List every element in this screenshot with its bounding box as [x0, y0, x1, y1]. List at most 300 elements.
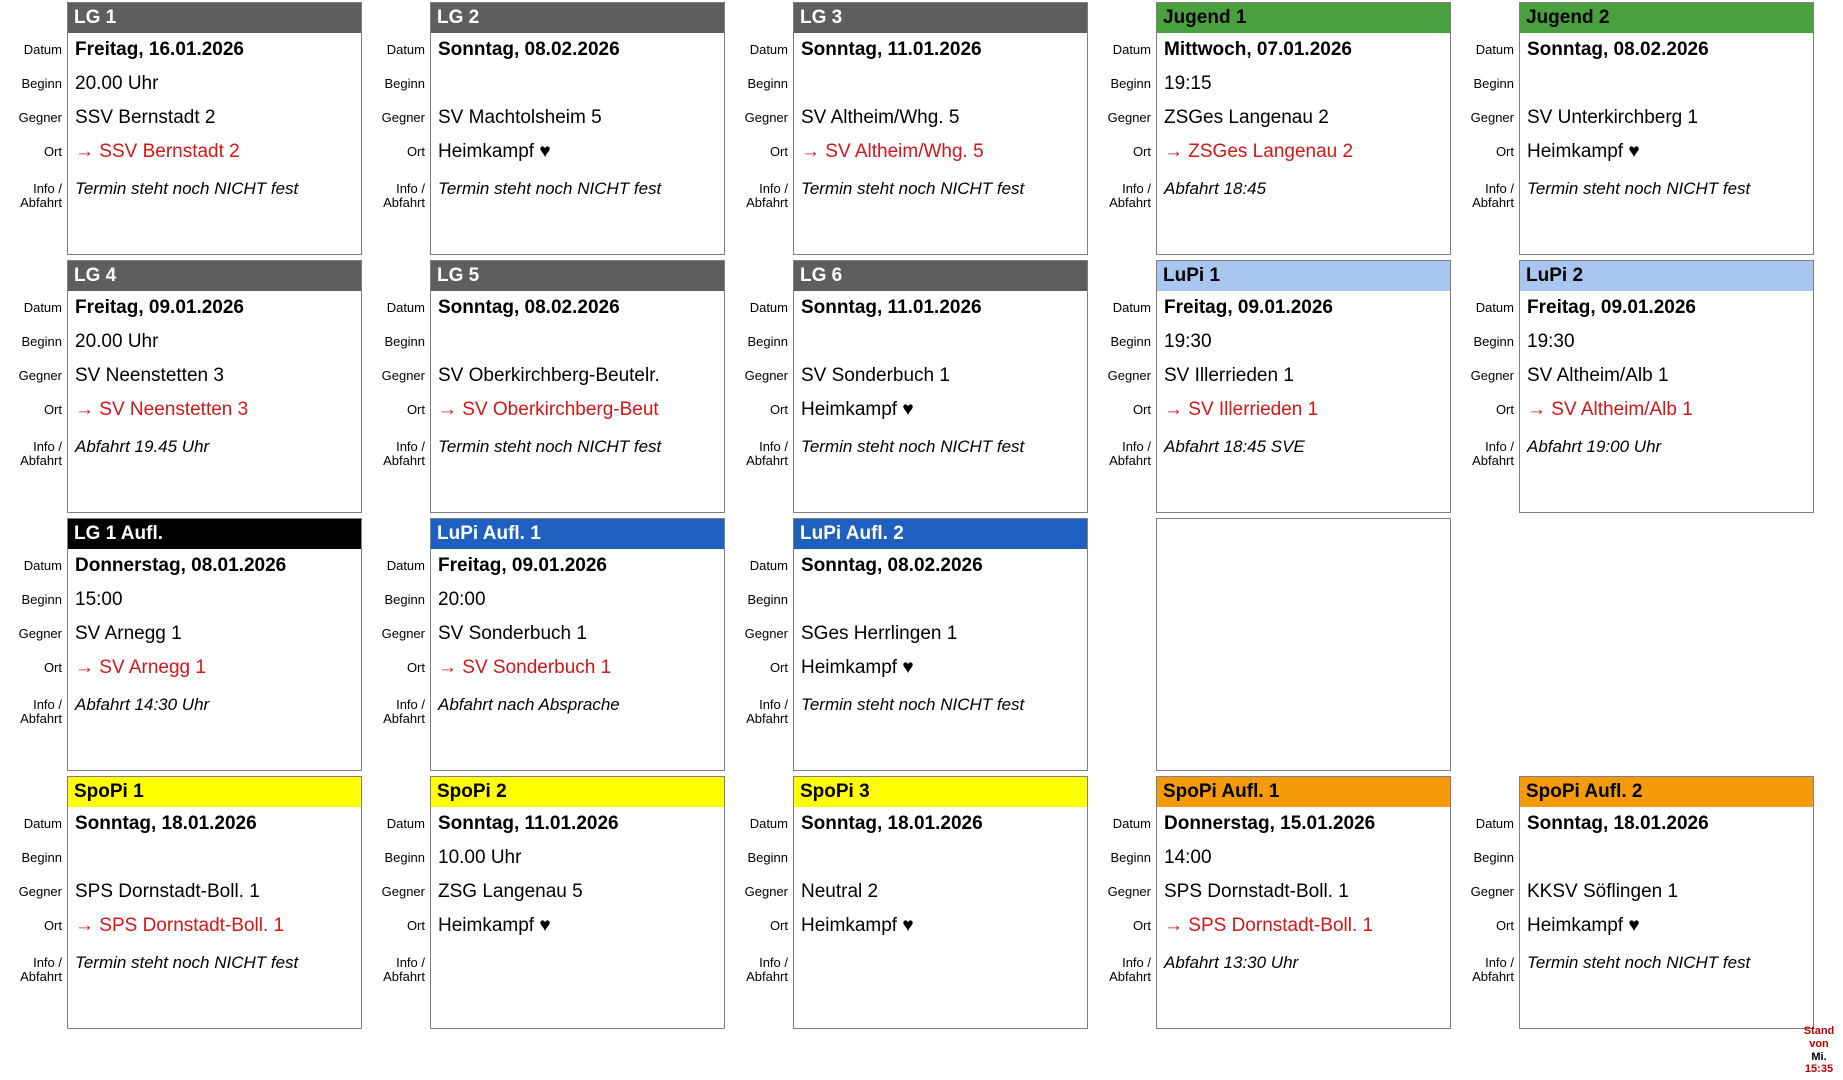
- match-card-cell: [1452, 0, 1815, 258]
- field-label-column: [1090, 260, 1156, 513]
- label-ort: Ort: [1132, 918, 1151, 933]
- value-datum: Mittwoch, 07.01.2026: [1164, 39, 1352, 60]
- field-label-column: [727, 518, 793, 771]
- label-beginn: Beginn: [21, 592, 62, 607]
- team-title: LuPi Aufl. 2: [794, 519, 1087, 549]
- label-info-line2: Abfahrt: [383, 968, 425, 984]
- match-card-body: [1519, 776, 1814, 1029]
- value-info-abfahrt: Termin steht noch NICHT fest: [75, 179, 299, 198]
- value-beginn: 20:00: [438, 589, 486, 610]
- value-beginn: [794, 841, 1087, 875]
- label-info-abfahrt: [727, 172, 793, 212]
- label-gegner: Gegner: [744, 368, 788, 383]
- value-gegner: KKSV Söflingen 1: [1527, 881, 1679, 902]
- value-gegner: SV Machtolsheim 5: [438, 107, 602, 128]
- label-gegner: Gegner: [744, 626, 788, 641]
- label-info-line1: Info /: [33, 697, 62, 712]
- label-info-line2: Abfahrt: [746, 194, 788, 210]
- match-card-cell: [0, 258, 363, 516]
- label-beginn: Beginn: [1473, 334, 1514, 349]
- label-datum: Datum: [1112, 300, 1151, 315]
- value-datum: Sonntag, 08.02.2026: [438, 297, 620, 318]
- value-ort-home: Heimkampf ♥: [801, 915, 914, 936]
- label-datum: Datum: [749, 42, 788, 57]
- label-datum: Datum: [1112, 816, 1151, 831]
- value-datum: Freitag, 16.01.2026: [75, 39, 244, 60]
- value-beginn: [68, 841, 361, 875]
- label-beginn: Beginn: [1110, 850, 1151, 865]
- value-info-abfahrt: Termin steht noch NICHT fest: [1527, 953, 1751, 972]
- label-ort: Ort: [769, 144, 788, 159]
- value-gegner: SV Unterkirchberg 1: [1527, 107, 1699, 128]
- value-beginn: [794, 67, 1087, 101]
- match-card-cell: [1089, 0, 1452, 258]
- value-beginn: [794, 583, 1087, 617]
- label-info-line2: Abfahrt: [1472, 452, 1514, 468]
- value-gegner: SV Illerrieden 1: [1164, 365, 1294, 386]
- label-info-abfahrt: [1, 172, 67, 212]
- label-datum: Datum: [386, 816, 425, 831]
- team-title: LG 5: [431, 261, 724, 291]
- value-beginn: [1520, 841, 1813, 875]
- team-title: SpoPi Aufl. 1: [1157, 777, 1450, 807]
- match-card[interactable]: [364, 518, 725, 771]
- label-beginn: Beginn: [384, 592, 425, 607]
- label-gegner: Gegner: [381, 884, 425, 899]
- match-card[interactable]: [727, 260, 1088, 513]
- field-label-column: [1, 518, 67, 771]
- label-info-line1: Info /: [1122, 181, 1151, 196]
- match-card-cell: [363, 0, 726, 258]
- field-label-column: [364, 260, 430, 513]
- value-info-abfahrt: Termin steht noch NICHT fest: [801, 695, 1025, 714]
- label-beginn: Beginn: [1473, 850, 1514, 865]
- label-info-abfahrt: [1453, 172, 1519, 212]
- value-ort-away: → SV Arnegg 1: [75, 657, 206, 678]
- label-info-abfahrt: [1, 688, 67, 728]
- label-beginn: Beginn: [747, 850, 788, 865]
- team-title: LG 1: [68, 3, 361, 33]
- label-beginn: Beginn: [747, 76, 788, 91]
- value-info-abfahrt: [431, 943, 724, 983]
- match-card[interactable]: [1090, 2, 1451, 255]
- match-card[interactable]: [1, 518, 362, 771]
- field-label-column: [1, 776, 67, 1029]
- label-info-abfahrt: [1090, 172, 1156, 212]
- value-datum: Donnerstag, 15.01.2026: [1164, 813, 1376, 834]
- label-info-line2: Abfahrt: [1472, 194, 1514, 210]
- value-info-abfahrt: Abfahrt 18:45: [1164, 179, 1267, 198]
- value-beginn: 19:15: [1164, 73, 1212, 94]
- value-info-abfahrt: [794, 943, 1087, 983]
- value-ort-home: Heimkampf ♥: [1527, 141, 1640, 162]
- label-info-line2: Abfahrt: [383, 710, 425, 726]
- label-beginn: Beginn: [21, 334, 62, 349]
- match-card-cell: [0, 0, 363, 258]
- match-card[interactable]: [364, 776, 725, 1029]
- label-beginn: Beginn: [384, 334, 425, 349]
- label-info-line2: Abfahrt: [1472, 968, 1514, 984]
- label-ort: Ort: [406, 144, 425, 159]
- team-title: SpoPi 3: [794, 777, 1087, 807]
- label-datum: Datum: [23, 558, 62, 573]
- label-gegner: Gegner: [1107, 884, 1151, 899]
- value-beginn: 15:00: [75, 589, 123, 610]
- match-card[interactable]: [1453, 260, 1814, 513]
- label-info-line1: Info /: [1122, 955, 1151, 970]
- label-ort: Ort: [406, 660, 425, 675]
- label-info-abfahrt: [1090, 946, 1156, 986]
- label-gegner: Gegner: [1107, 368, 1151, 383]
- label-info-line2: Abfahrt: [20, 452, 62, 468]
- label-info-line1: Info /: [33, 955, 62, 970]
- label-gegner: Gegner: [1470, 884, 1514, 899]
- label-gegner: Gegner: [1107, 110, 1151, 125]
- value-ort-away: → SSV Bernstadt 2: [75, 141, 240, 162]
- label-beginn: Beginn: [384, 850, 425, 865]
- field-label-column: [364, 776, 430, 1029]
- label-gegner: Gegner: [381, 110, 425, 125]
- label-info-abfahrt: [364, 946, 430, 986]
- value-beginn: [431, 325, 724, 359]
- value-datum: Sonntag, 18.01.2026: [1527, 813, 1709, 834]
- label-ort: Ort: [43, 660, 62, 675]
- match-card[interactable]: [364, 2, 725, 255]
- value-beginn: [431, 67, 724, 101]
- value-datum: Sonntag, 11.01.2026: [801, 297, 982, 318]
- match-card-row: [0, 258, 1843, 516]
- value-ort-away: → SV Oberkirchberg-Beut: [438, 399, 659, 420]
- label-info-line1: Info /: [759, 181, 788, 196]
- label-gegner: Gegner: [1470, 368, 1514, 383]
- team-title: SpoPi Aufl. 2: [1520, 777, 1813, 807]
- label-datum: Datum: [386, 300, 425, 315]
- value-info-abfahrt: Abfahrt 19:00 Uhr: [1527, 437, 1662, 456]
- match-card-body: [67, 776, 362, 1029]
- value-info-abfahrt: Termin steht noch NICHT fest: [801, 437, 1025, 456]
- value-beginn: [1520, 67, 1813, 101]
- team-title: LG 1 Aufl.: [68, 519, 361, 549]
- value-info-abfahrt: Termin steht noch NICHT fest: [801, 179, 1025, 198]
- field-label-column: [1453, 776, 1519, 1029]
- label-info-line1: Info /: [33, 439, 62, 454]
- label-ort: Ort: [43, 918, 62, 933]
- match-card-cell: [726, 0, 1089, 258]
- label-info-line1: Info /: [396, 439, 425, 454]
- field-label-column: [1453, 2, 1519, 255]
- value-gegner: SV Altheim/Whg. 5: [801, 107, 960, 128]
- value-info-abfahrt: Termin steht noch NICHT fest: [438, 179, 662, 198]
- field-label-column: [1090, 776, 1156, 1029]
- value-datum: Sonntag, 18.01.2026: [801, 813, 983, 834]
- field-label-column: [727, 260, 793, 513]
- value-ort-home: Heimkampf ♥: [1527, 915, 1640, 936]
- label-info-abfahrt: [1, 430, 67, 470]
- match-card-body: [67, 260, 362, 513]
- value-ort-away: → SV Neenstetten 3: [75, 399, 249, 420]
- value-ort-away: → SV Altheim/Alb 1: [1527, 399, 1693, 420]
- label-info-line1: Info /: [33, 181, 62, 196]
- label-ort: Ort: [1132, 402, 1151, 417]
- team-title: LuPi 2: [1520, 261, 1813, 291]
- value-info-abfahrt: Termin steht noch NICHT fest: [1527, 179, 1751, 198]
- value-gegner: SV Altheim/Alb 1: [1527, 365, 1669, 386]
- value-ort-away: → SV Illerrieden 1: [1164, 399, 1319, 420]
- value-ort-home: Heimkampf ♥: [801, 399, 914, 420]
- match-card-cell: [363, 258, 726, 516]
- value-datum: Freitag, 09.01.2026: [1164, 297, 1333, 318]
- match-card-row: [0, 516, 1843, 774]
- value-ort-home: Heimkampf ♥: [438, 915, 551, 936]
- label-ort: Ort: [406, 402, 425, 417]
- match-card[interactable]: [1, 776, 362, 1029]
- label-datum: Datum: [1475, 300, 1514, 315]
- team-title: SpoPi 2: [431, 777, 724, 807]
- label-beginn: Beginn: [384, 76, 425, 91]
- label-datum: Datum: [386, 558, 425, 573]
- label-info-abfahrt: [1090, 430, 1156, 470]
- match-card-body: [1519, 260, 1814, 513]
- value-beginn: 20.00 Uhr: [75, 331, 159, 352]
- field-label-column: [364, 518, 430, 771]
- empty-match-card: [1156, 518, 1451, 771]
- label-info-abfahrt: [1453, 946, 1519, 986]
- label-gegner: Gegner: [18, 110, 62, 125]
- label-beginn: Beginn: [747, 592, 788, 607]
- label-beginn: Beginn: [1473, 76, 1514, 91]
- match-card[interactable]: [1, 2, 362, 255]
- match-card-cell: [1452, 774, 1815, 1032]
- label-info-line2: Abfahrt: [1109, 452, 1151, 468]
- label-info-line2: Abfahrt: [746, 968, 788, 984]
- label-ort: Ort: [769, 660, 788, 675]
- label-gegner: Gegner: [1470, 110, 1514, 125]
- label-info-line2: Abfahrt: [20, 710, 62, 726]
- match-card-body: [430, 518, 725, 771]
- match-card-body: [793, 776, 1088, 1029]
- field-label-column: [1, 2, 67, 255]
- label-datum: Datum: [1475, 42, 1514, 57]
- label-gegner: Gegner: [381, 368, 425, 383]
- label-beginn: Beginn: [21, 850, 62, 865]
- match-card-body: [430, 260, 725, 513]
- value-beginn: 19:30: [1527, 331, 1575, 352]
- match-card[interactable]: [1453, 776, 1814, 1029]
- label-info-line1: Info /: [1122, 439, 1151, 454]
- team-title: Jugend 1: [1157, 3, 1450, 33]
- value-gegner: SPS Dornstadt-Boll. 1: [75, 881, 260, 902]
- label-datum: Datum: [23, 42, 62, 57]
- field-label-column: [364, 2, 430, 255]
- label-info-line1: Info /: [396, 181, 425, 196]
- value-ort-away: → SPS Dornstadt-Boll. 1: [1164, 915, 1374, 936]
- value-ort-away: → SV Sonderbuch 1: [438, 657, 612, 678]
- blank-cell: [1453, 518, 1814, 771]
- label-ort: Ort: [1495, 918, 1514, 933]
- match-card-body: [67, 518, 362, 771]
- value-gegner: SV Oberkirchberg-Beutelr.: [438, 365, 660, 386]
- status-note-line4: 15:35: [1804, 1063, 1834, 1076]
- team-title: LG 3: [794, 3, 1087, 33]
- match-card-body: [1156, 776, 1451, 1029]
- value-info-abfahrt: Abfahrt 14:30 Uhr: [75, 695, 210, 714]
- label-info-abfahrt: [364, 172, 430, 212]
- value-datum: Sonntag, 18.01.2026: [75, 813, 257, 834]
- label-datum: Datum: [749, 300, 788, 315]
- label-info-line1: Info /: [1485, 439, 1514, 454]
- value-gegner: ZSGes Langenau 2: [1164, 107, 1329, 128]
- team-title: SpoPi 1: [68, 777, 361, 807]
- status-note-line1: Stand: [1803, 1025, 1835, 1038]
- label-ort: Ort: [769, 402, 788, 417]
- value-datum: Sonntag, 08.02.2026: [801, 555, 983, 576]
- label-datum: Datum: [386, 42, 425, 57]
- match-card[interactable]: [1090, 260, 1451, 513]
- value-gegner: ZSG Langenau 5: [438, 881, 583, 902]
- value-ort-away: → SV Altheim/Whg. 5: [801, 141, 984, 162]
- team-title: LG 2: [431, 3, 724, 33]
- status-note-line3: Mi.: [1811, 1050, 1827, 1063]
- value-gegner: SV Sonderbuch 1: [801, 365, 950, 386]
- value-datum: Sonntag, 08.02.2026: [438, 39, 620, 60]
- label-gegner: Gegner: [18, 884, 62, 899]
- value-gegner: SV Neenstetten 3: [75, 365, 224, 386]
- label-info-abfahrt: [727, 688, 793, 728]
- value-beginn: 14:00: [1164, 847, 1212, 868]
- field-label-column: [1453, 260, 1519, 513]
- value-gegner: SV Arnegg 1: [75, 623, 182, 644]
- label-info-abfahrt: [364, 688, 430, 728]
- label-info-line2: Abfahrt: [383, 194, 425, 210]
- match-card-cell: [726, 774, 1089, 1032]
- match-card-body: [1156, 2, 1451, 255]
- match-card-body: [793, 260, 1088, 513]
- value-datum: Freitag, 09.01.2026: [438, 555, 607, 576]
- field-label-column: [1090, 2, 1156, 255]
- match-card[interactable]: [727, 776, 1088, 1029]
- value-info-abfahrt: Abfahrt nach Absprache: [438, 695, 620, 714]
- match-card-cell: [726, 516, 1089, 774]
- match-card[interactable]: [1090, 776, 1451, 1029]
- label-datum: Datum: [1112, 42, 1151, 57]
- match-card-cell: [1089, 258, 1452, 516]
- value-beginn: 19:30: [1164, 331, 1212, 352]
- label-info-line2: Abfahrt: [383, 452, 425, 468]
- match-card[interactable]: [727, 518, 1088, 771]
- label-ort: Ort: [769, 918, 788, 933]
- label-info-line1: Info /: [759, 439, 788, 454]
- match-card-row: [0, 774, 1843, 1032]
- match-card[interactable]: [727, 2, 1088, 255]
- match-card-body: [430, 2, 725, 255]
- team-title: LuPi 1: [1157, 261, 1450, 291]
- match-card-body: [1156, 260, 1451, 513]
- team-title: LG 4: [68, 261, 361, 291]
- label-info-line2: Abfahrt: [746, 452, 788, 468]
- value-gegner: SV Sonderbuch 1: [438, 623, 587, 644]
- match-card-cell: [1089, 774, 1452, 1032]
- label-info-line2: Abfahrt: [20, 968, 62, 984]
- match-card-cell: [363, 774, 726, 1032]
- match-card-body: [793, 2, 1088, 255]
- team-title: LuPi Aufl. 1: [431, 519, 724, 549]
- label-ort: Ort: [1495, 402, 1514, 417]
- value-datum: Freitag, 09.01.2026: [1527, 297, 1696, 318]
- value-datum: Sonntag, 08.02.2026: [1527, 39, 1709, 60]
- label-datum: Datum: [749, 558, 788, 573]
- match-card-cell: [1452, 516, 1815, 774]
- label-gegner: Gegner: [18, 368, 62, 383]
- label-gegner: Gegner: [744, 110, 788, 125]
- team-title: Jugend 2: [1520, 3, 1813, 33]
- label-beginn: Beginn: [747, 334, 788, 349]
- label-datum: Datum: [749, 816, 788, 831]
- match-card-body: [430, 776, 725, 1029]
- label-info-line2: Abfahrt: [1109, 194, 1151, 210]
- label-info-abfahrt: [1453, 430, 1519, 470]
- value-info-abfahrt: Abfahrt 19.45 Uhr: [75, 437, 210, 456]
- label-gegner: Gegner: [18, 626, 62, 641]
- match-card[interactable]: [1453, 2, 1814, 255]
- match-card-body: [793, 518, 1088, 771]
- value-info-abfahrt: Abfahrt 13:30 Uhr: [1164, 953, 1299, 972]
- value-gegner: Neutral 2: [801, 881, 879, 902]
- match-card-cell: [0, 516, 363, 774]
- status-note-line2: von: [1809, 1038, 1829, 1051]
- label-ort: Ort: [43, 144, 62, 159]
- value-gegner: SGes Herrlingen 1: [801, 623, 958, 644]
- match-card[interactable]: [364, 260, 725, 513]
- match-card[interactable]: [1, 260, 362, 513]
- value-info-abfahrt: Termin steht noch NICHT fest: [75, 953, 299, 972]
- team-title: LG 6: [794, 261, 1087, 291]
- label-info-line1: Info /: [396, 697, 425, 712]
- label-ort: Ort: [43, 402, 62, 417]
- match-card-cell: [0, 774, 363, 1032]
- label-info-line2: Abfahrt: [20, 194, 62, 210]
- label-info-line1: Info /: [759, 955, 788, 970]
- label-datum: Datum: [23, 300, 62, 315]
- label-info-line1: Info /: [396, 955, 425, 970]
- label-info-abfahrt: [1, 946, 67, 986]
- match-card-cell: [726, 258, 1089, 516]
- value-beginn: [794, 325, 1087, 359]
- label-ort: Ort: [1495, 144, 1514, 159]
- value-gegner: SSV Bernstadt 2: [75, 107, 216, 128]
- label-info-line1: Info /: [1485, 955, 1514, 970]
- label-gegner: Gegner: [744, 884, 788, 899]
- status-note: [1797, 1025, 1841, 1076]
- label-datum: Datum: [23, 816, 62, 831]
- value-beginn: 20.00 Uhr: [75, 73, 159, 94]
- value-datum: Freitag, 09.01.2026: [75, 297, 244, 318]
- match-card-cell: [1089, 516, 1452, 774]
- label-info-line1: Info /: [759, 697, 788, 712]
- value-datum: Sonntag, 11.01.2026: [438, 813, 619, 834]
- value-datum: Donnerstag, 08.01.2026: [75, 555, 287, 576]
- field-label-column: [1, 260, 67, 513]
- value-ort-away: → SPS Dornstadt-Boll. 1: [75, 915, 285, 936]
- match-card-cell: [363, 516, 726, 774]
- value-beginn: 10.00 Uhr: [438, 847, 522, 868]
- label-beginn: Beginn: [21, 76, 62, 91]
- label-info-line1: Info /: [1485, 181, 1514, 196]
- value-ort-away: → ZSGes Langenau 2: [1164, 141, 1354, 162]
- value-info-abfahrt: Termin steht noch NICHT fest: [438, 437, 662, 456]
- value-datum: Sonntag, 11.01.2026: [801, 39, 982, 60]
- label-info-abfahrt: [727, 430, 793, 470]
- match-card-body: [1519, 2, 1814, 255]
